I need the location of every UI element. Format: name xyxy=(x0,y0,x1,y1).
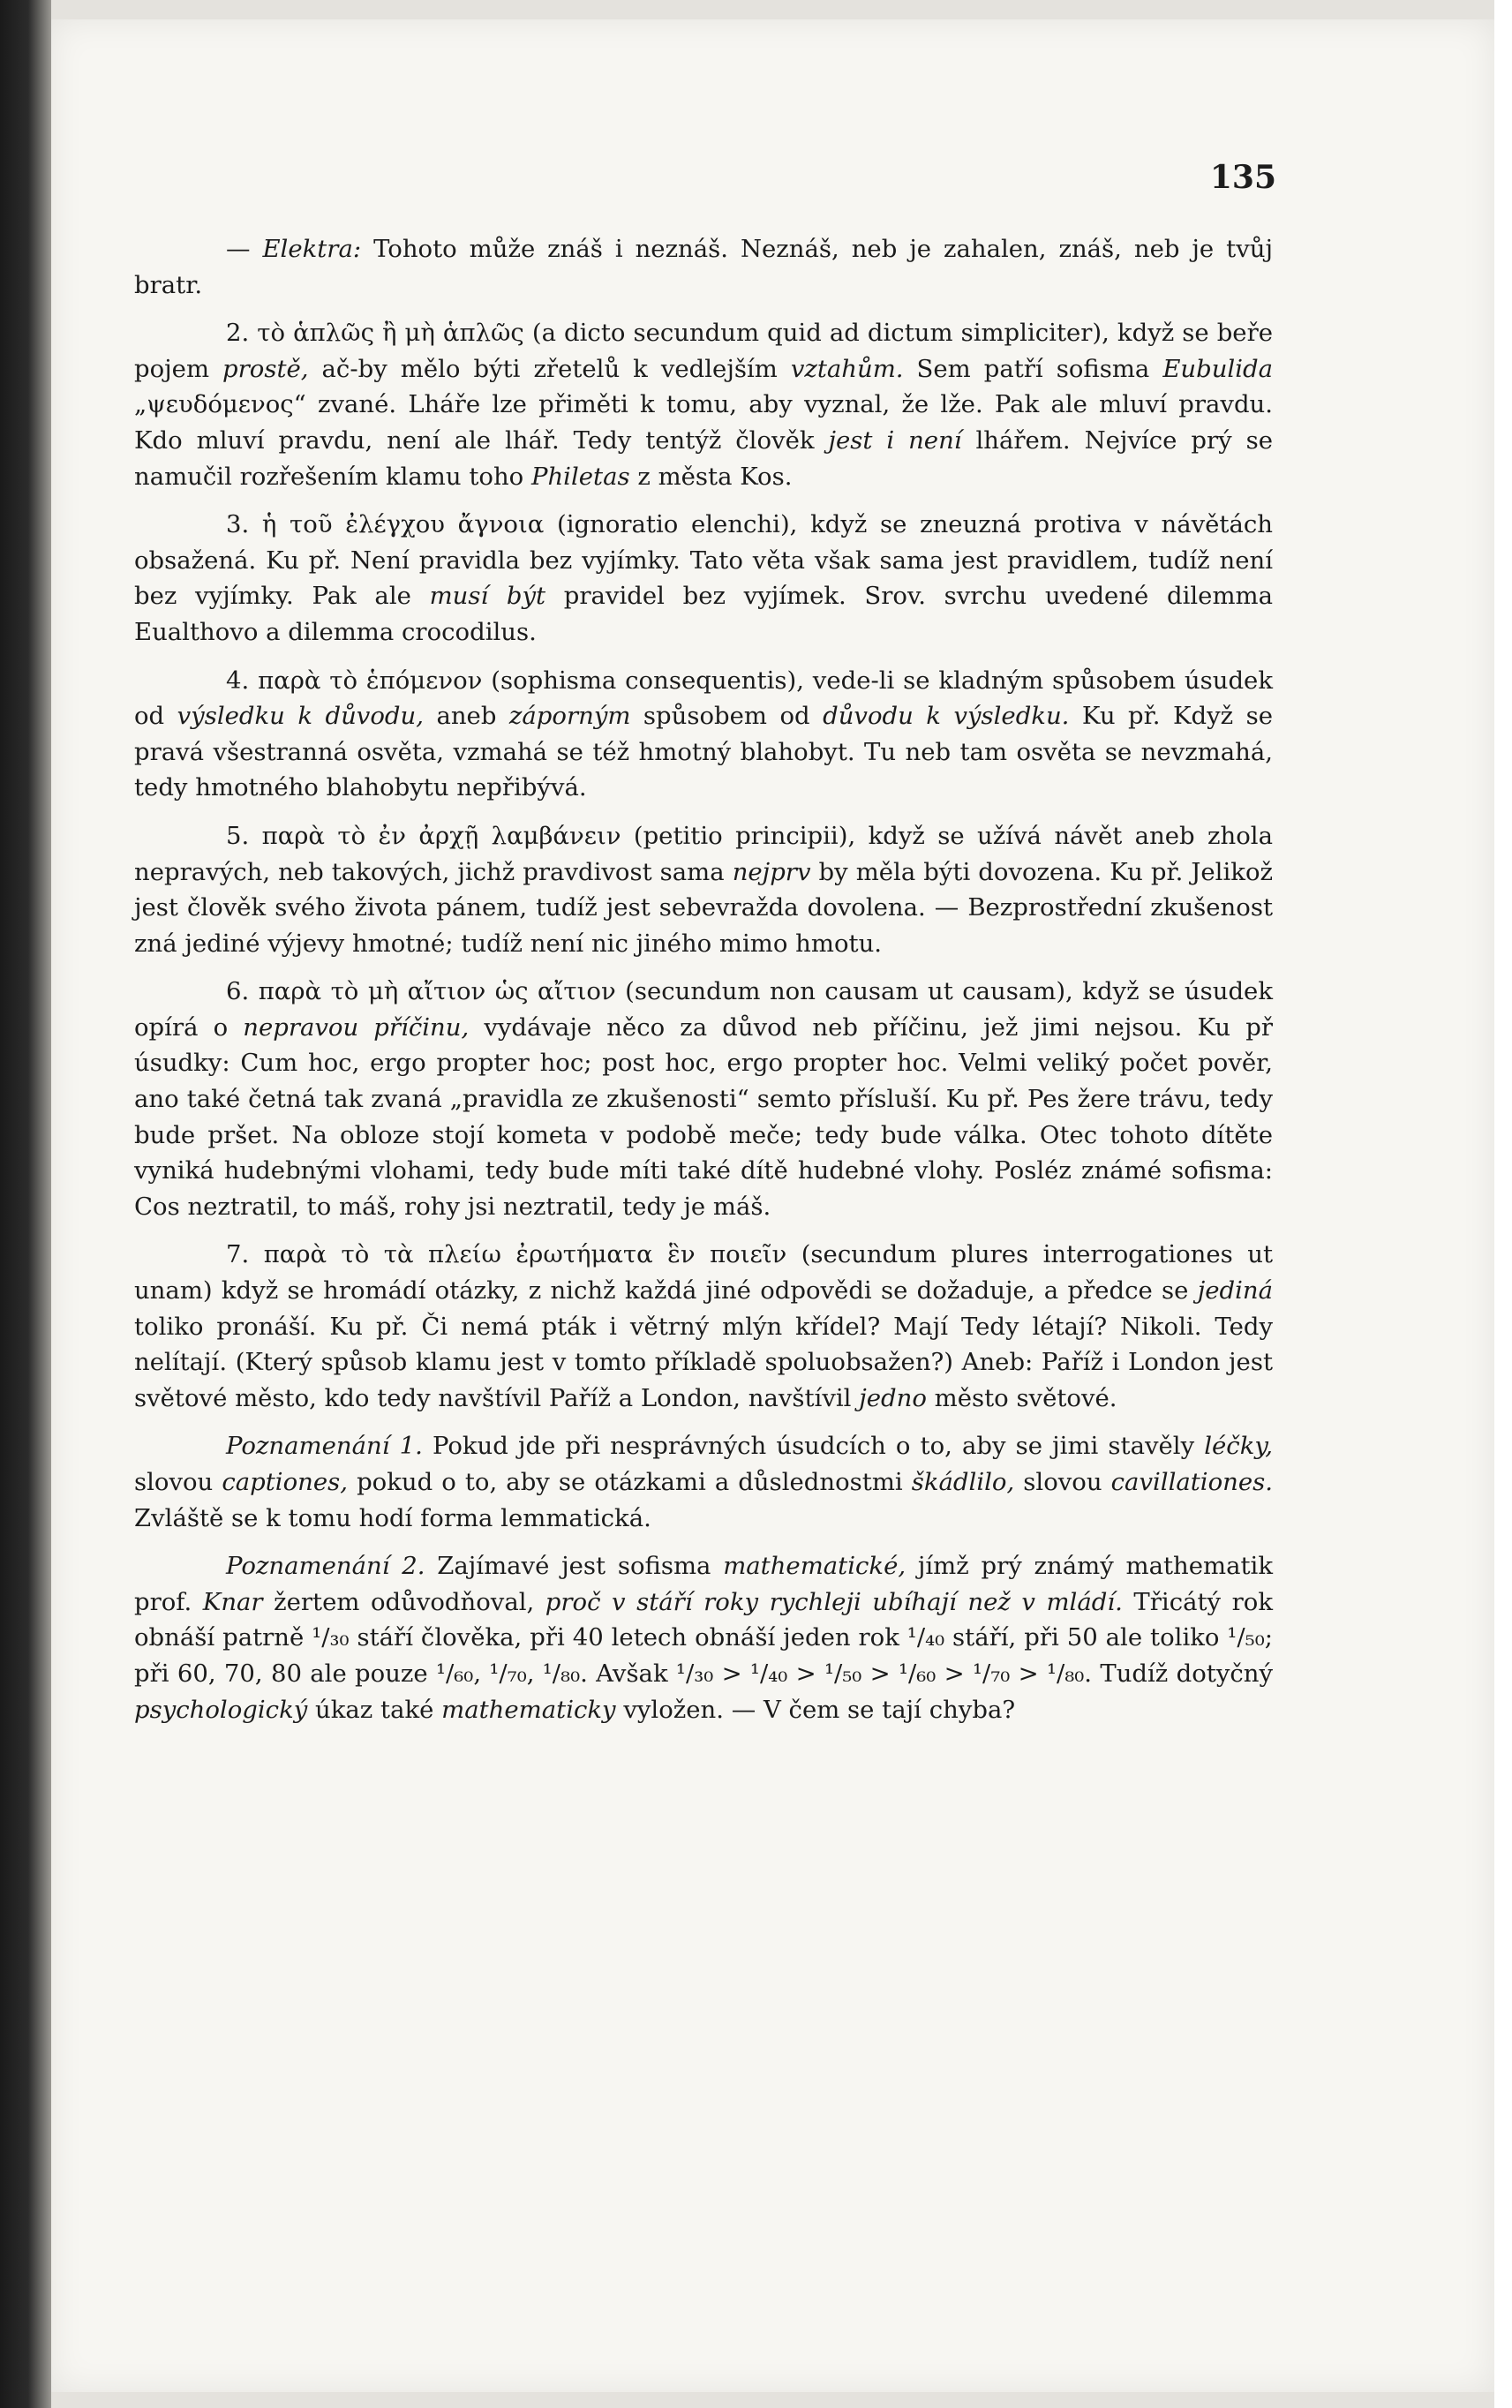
text-run: úkaz také xyxy=(307,1695,442,1724)
text-run: 5. παρὰ τὸ ἐν ἀρχῇ λαμβάνειν (petitio principii), když se užívá návět aneb zhola nepravých, neb takových, jichž pravdivost sama xyxy=(134,821,1273,886)
text-run: 6. παρὰ τὸ μὴ αἴτιον ὡς αἴτιον (secundum non causam ut causam), když se úsudek opírá o xyxy=(134,977,1273,1042)
text-run: toliko pronáší. Ku př. Či nemá pták i větrný mlýn křídel? Mají Tedy létají? Nikoli. Tedy nelítají. (Který spůsob klamu jest v tomto příkladě spoluobsažen?) Aneb: Paříž i London jest světové město, kdo tedy navštívil Paříž a London, navštívil xyxy=(134,1312,1273,1412)
paragraph-note-1 xyxy=(134,1428,1273,1536)
emphasis-text: cavillationes. xyxy=(1110,1468,1273,1496)
emphasis-text: jedno xyxy=(859,1383,927,1412)
emphasis-text: mathematicky xyxy=(441,1695,616,1724)
emphasis-text: jest i není xyxy=(828,425,962,455)
text-run: spůsobem od xyxy=(630,702,824,731)
text-run: Zvláště se k tomu hodí forma lemmatická. xyxy=(134,1503,651,1532)
text-run: 7. παρὰ τὸ τὰ πλείω ἐρωτήματα ἓν ποιεῖν (secundum plures interrogationes ut unam) když se hromádí otázky, z nichž každá jiné odpovědi se dožaduje, a předce se xyxy=(134,1240,1273,1306)
emphasis-text: důvodu k výsledku. xyxy=(823,702,1070,731)
paragraph-item-7 xyxy=(134,1237,1273,1416)
paragraph-item-6 xyxy=(134,974,1273,1224)
text-run: vydávaje něco za důvod neb příčinu, jež jimi nejsou. Ku př úsudky: Cum hoc, ergo propter hoc; post hoc, ergo propter hoc. Velmi veliký počet pověr, ano také četná tak zvaná „pravidla ze zkušenosti“ semto přísluší. Ku př. Pes žere trávu, tedy bude pršet. Na obloze stojí kometa v podobě meče; tedy bude válka. Otec tohoto dítěte vyniká hudebnými vlohami, tedy bude míti také dítě hudebné vlohy. Posléz známé sofisma: Cos neztratil, to máš, rohy jsi neztratil, tedy je máš. xyxy=(134,1012,1273,1221)
emphasis-text: psychologický xyxy=(134,1695,308,1724)
paragraph-note-2 xyxy=(134,1548,1273,1727)
emphasis-text: záporným xyxy=(508,702,631,731)
emphasis-text: prostě, xyxy=(222,354,309,383)
emphasis-text: mathematické, xyxy=(723,1552,906,1581)
text-run: žertem odůvodňoval, xyxy=(262,1587,545,1616)
text-run: Třicátý rok obnáší patrně ¹/₃₀ stáří člověka, při 40 letech obnáší jeden rok ¹/₄₀ stáří, při 50 ale toliko ¹/₅₀; při 60, 70, 80 ale pouze ¹/₆₀, ¹/₇₀, ¹/₈₀. Avšak ¹/₃₀ > ¹/₄₀ > ¹/₅₀ > ¹/₆₀ > ¹/₇₀ > ¹/₈₀. Tudíž dotyčný xyxy=(134,1587,1273,1688)
text-run: „ψευδόμενος“ zvané. Lháře lze přiměti k tomu, aby vyznal, že lže. Pak ale mluví pravdu. Kdo mluví pravdu, není ale lhář. Tedy tentýž člověk xyxy=(134,390,1273,455)
text-run: Sem patří sofisma xyxy=(903,354,1163,383)
emphasis-text: škádlilo, xyxy=(911,1468,1015,1496)
paragraph-item-3 xyxy=(134,507,1273,650)
text-run: lhářem. Nejvíce prý se namučil rozřešením klamu toho xyxy=(134,425,1273,491)
emphasis-text: Eubulida xyxy=(1162,354,1274,383)
text-run: 4. παρὰ τὸ ἑπόμενον (sophisma consequentis), vede-li se kladným spůsobem úsudek od xyxy=(134,666,1273,731)
text-run: slovou xyxy=(134,1468,222,1496)
page-number: 135 xyxy=(1209,159,1276,196)
text-run: Zajímavé jest sofisma xyxy=(425,1552,724,1581)
emphasis-text: nejprv xyxy=(732,857,811,886)
text-run: pravidel bez vyjímek. Srov. svrchu uvedené dilemma Eualthovo a dilemma crocodilus. xyxy=(134,582,1273,646)
text-run: vyložen. — V čem se tají chyba? xyxy=(615,1695,1016,1724)
emphasis-text: Philetas xyxy=(530,462,630,491)
paragraph-elektra xyxy=(134,231,1273,303)
text-run: aneb xyxy=(423,702,509,731)
emphasis-text: výsledku k důvodu, xyxy=(177,702,424,731)
emphasis-text: Poznamenání 1. xyxy=(226,1432,423,1461)
paragraph-item-4 xyxy=(134,663,1273,806)
emphasis-text: Knar xyxy=(202,1587,263,1616)
text-run: 3. ἡ τοῦ ἐλέγχου ἄγνοια (ignoratio elenchi), když se zneuzná protiva v návětách obsažená. Ku př. Není pravidla bez vyjímky. Tato věta však sama jest pravidlem, tudíž není bez vyjímky. Pak ale xyxy=(134,510,1273,611)
emphasis-text: Elektra: xyxy=(262,235,362,263)
emphasis-text: vztahům. xyxy=(790,354,904,383)
text-run: z města Kos. xyxy=(629,462,793,491)
body-text xyxy=(134,231,1273,1727)
text-run: ač-by mělo býti zřetelů k vedlejším xyxy=(308,354,791,383)
text-run: slovou xyxy=(1014,1468,1111,1496)
emphasis-text: proč v stáří roky rychleji ubíhají než v mládí. xyxy=(545,1587,1123,1616)
emphasis-text: jediná xyxy=(1197,1276,1273,1306)
text-run: město světové. xyxy=(926,1383,1117,1412)
text-run: Pokud jde při nesprávných úsudcích o to, aby se jimi stavěly xyxy=(422,1432,1205,1461)
text-run: by měla býti dovozena. Ku př. Jelikož jest člověk svého života pánem, tudíž jest sebevražda dovolena. — Bezprostřední zkušenost zná jediné výjevy hmotné; tudíž není nic jiného mimo hmotu. xyxy=(134,857,1273,958)
emphasis-text: Poznamenání 2. xyxy=(226,1552,425,1581)
scan-right-margin xyxy=(1494,0,1512,2408)
text-run: 2. τὸ ἁπλῶς ἢ μὴ ἁπλῶς (a dicto secundum quid ad dictum simpliciter), když se beře pojem xyxy=(134,319,1273,383)
text-run: Tohoto může znáš i neznáš. Neznáš, neb je zahalen, znáš, neb je tvůj bratr. xyxy=(134,235,1273,299)
text-run: — xyxy=(226,235,263,263)
text-run: jímž prý známý mathematik prof. xyxy=(134,1552,1273,1616)
text-run: Ku př. Když se pravá všestranná osvěta, vzmahá se též hmotný blahobyt. Tu neb tam osvěta se nevzmahá, tedy hmotného blahobytu nepřibývá. xyxy=(134,702,1274,802)
emphasis-text: captiones, xyxy=(222,1468,348,1496)
paragraph-item-2 xyxy=(134,315,1273,494)
text-run: pokud o to, aby se otázkami a důslednostmi xyxy=(348,1468,912,1496)
emphasis-text: musí být xyxy=(429,582,546,611)
paragraph-item-5 xyxy=(134,818,1273,961)
emphasis-text: léčky, xyxy=(1204,1432,1273,1461)
scan-dark-edge xyxy=(0,0,51,2408)
emphasis-text: nepravou příčinu, xyxy=(243,1012,470,1042)
